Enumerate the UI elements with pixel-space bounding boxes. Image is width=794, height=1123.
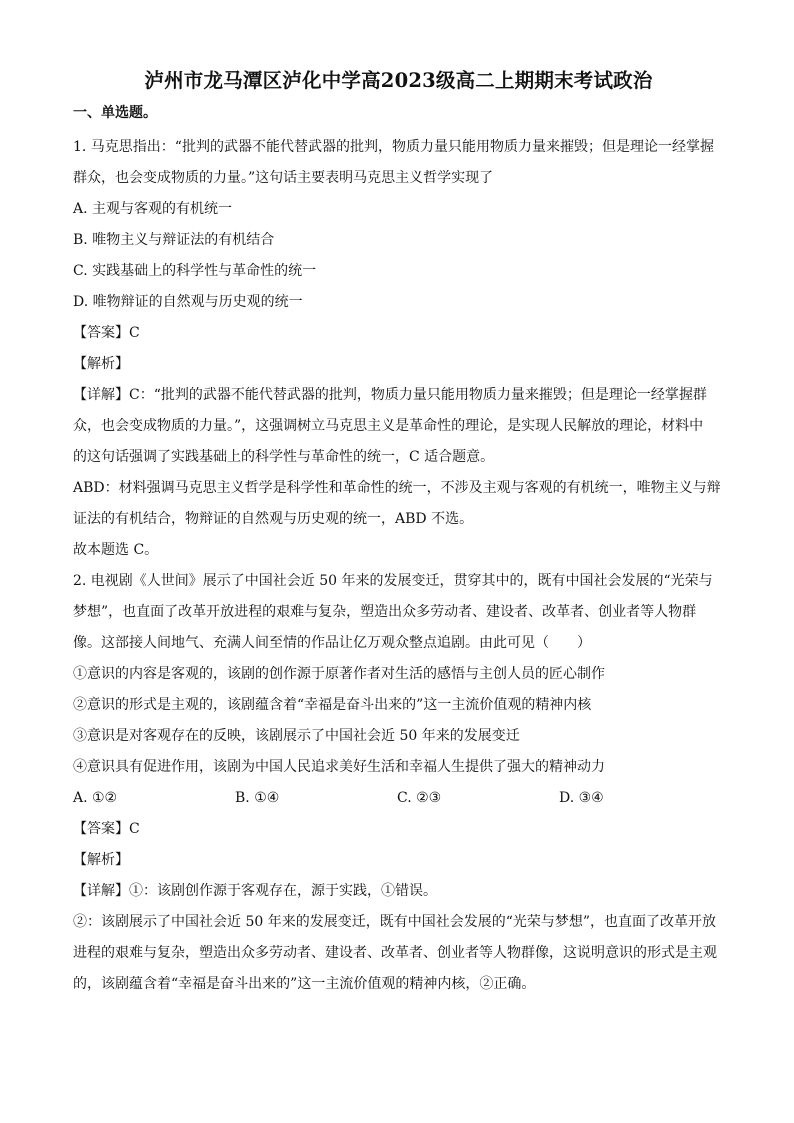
q2-statement-1: ①意识的内容是客观的，该剧的创作源于原著作者对生活的感悟与主创人员的匠心制作 xyxy=(73,666,605,682)
q1-explanation-line-2: 众，也会变成物质的力量。”，这强调树立马克思主义是革命性的理论，是实现人民解放的理论，材料中 xyxy=(73,418,704,434)
q2-statement-3: ③意识是对客观存在的反映，该剧展示了中国社会近 50 年来的发展变迁 xyxy=(73,728,520,744)
q2-option-d: D. ③④ xyxy=(559,790,604,806)
q1-stem-line-1: 1. 马克思指出：“批判的武器不能代替武器的批判，物质力量只能用物质力量来摧毁；但是理论一经掌握 xyxy=(73,139,714,155)
question-1-block xyxy=(73,132,724,566)
q1-explanation-line-1: 【详解】C：“批判的武器不能代替武器的批判，物质力量只能用物质力量来摧毁；但是理论一经掌握群 xyxy=(73,387,707,403)
q2-statement-2: ②意识的形式是主观的，该剧蕴含着“幸福是奋斗出来的”这一主流价值观的精神内核 xyxy=(73,697,592,713)
q1-analysis-label: 【解析】 xyxy=(73,356,129,372)
page-title: 泸州市龙马潭区泸化中学高2023级高二上期期末考试政治 xyxy=(144,69,653,92)
q2-options xyxy=(73,783,724,814)
q2-explanation-line-4: 的，该剧蕴含着“幸福是奋斗出来的”这一主流价值观的精神内核，②正确。 xyxy=(73,976,536,992)
q1-explanation-line-5: 证法的有机结合，物辩证的自然观与历史观的统一，ABD 不选。 xyxy=(73,511,474,527)
q2-stem-line-3: 像。这部接人间地气、充满人间至情的作品让亿万观众整点追剧。由此可见（ ） xyxy=(73,635,591,651)
q2-stem-line-2: 梦想”，也直面了改革开放进程的艰难与复杂，塑造出众多劳动者、建设者、改革者、创业者等人物群 xyxy=(73,604,697,620)
q1-explanation-line-4: ABD：材料强调马克思主义哲学是科学性和革命性的统一，不涉及主观与客观的有机统一，唯物主义与辩 xyxy=(73,480,721,496)
q2-statement-4: ④意识具有促进作用，该剧为中国人民追求美好生活和幸福人生提供了强大的精神动力 xyxy=(73,759,605,775)
q2-stem-line-1: 2. 电视剧《人世间》展示了中国社会近 50 年来的发展变迁，贯穿其中的，既有中国社会发展的“光荣与 xyxy=(73,573,713,589)
question-2-block xyxy=(73,566,724,1000)
q2-explanation-line-3: 进程的艰难与复杂，塑造出众多劳动者、建设者、改革者、创业者等人物群像，这说明意识的形式是主观 xyxy=(73,945,717,961)
q2-option-a: A. ①② xyxy=(73,790,118,806)
q1-option-c: C. 实践基础上的科学性与革命性的统一 xyxy=(73,263,317,279)
q1-answer: 【答案】C xyxy=(73,325,140,341)
q1-option-d: D. 唯物辩证的自然观与历史观的统一 xyxy=(73,294,303,310)
q2-answer: 【答案】C xyxy=(73,821,140,837)
q2-analysis-label: 【解析】 xyxy=(73,852,129,868)
q2-option-c: C. ②③ xyxy=(397,790,442,806)
q1-explanation-line-3: 的这句话强调了实践基础上的科学性与革命性的统一，C 适合题意。 xyxy=(73,449,495,465)
q1-option-a: A. 主观与客观的有机统一 xyxy=(73,201,233,217)
section-heading: 一、单选题。 xyxy=(73,105,157,121)
q1-stem-line-2: 群众，也会变成物质的力量。”这句话主要表明马克思主义哲学实现了 xyxy=(73,170,494,186)
q1-conclusion: 故本题选 C。 xyxy=(73,542,159,558)
q2-explanation-line-1: 【详解】①：该剧创作源于客观存在，源于实践，①错误。 xyxy=(73,883,437,899)
q2-explanation-line-2: ②：该剧展示了中国社会近 50 年来的发展变迁，既有中国社会发展的“光荣与梦想”，也直面了改革开放 xyxy=(73,914,717,930)
q1-option-b: B. 唯物主义与辩证法的有机结合 xyxy=(73,232,275,248)
q2-option-b: B. ①④ xyxy=(235,790,280,806)
